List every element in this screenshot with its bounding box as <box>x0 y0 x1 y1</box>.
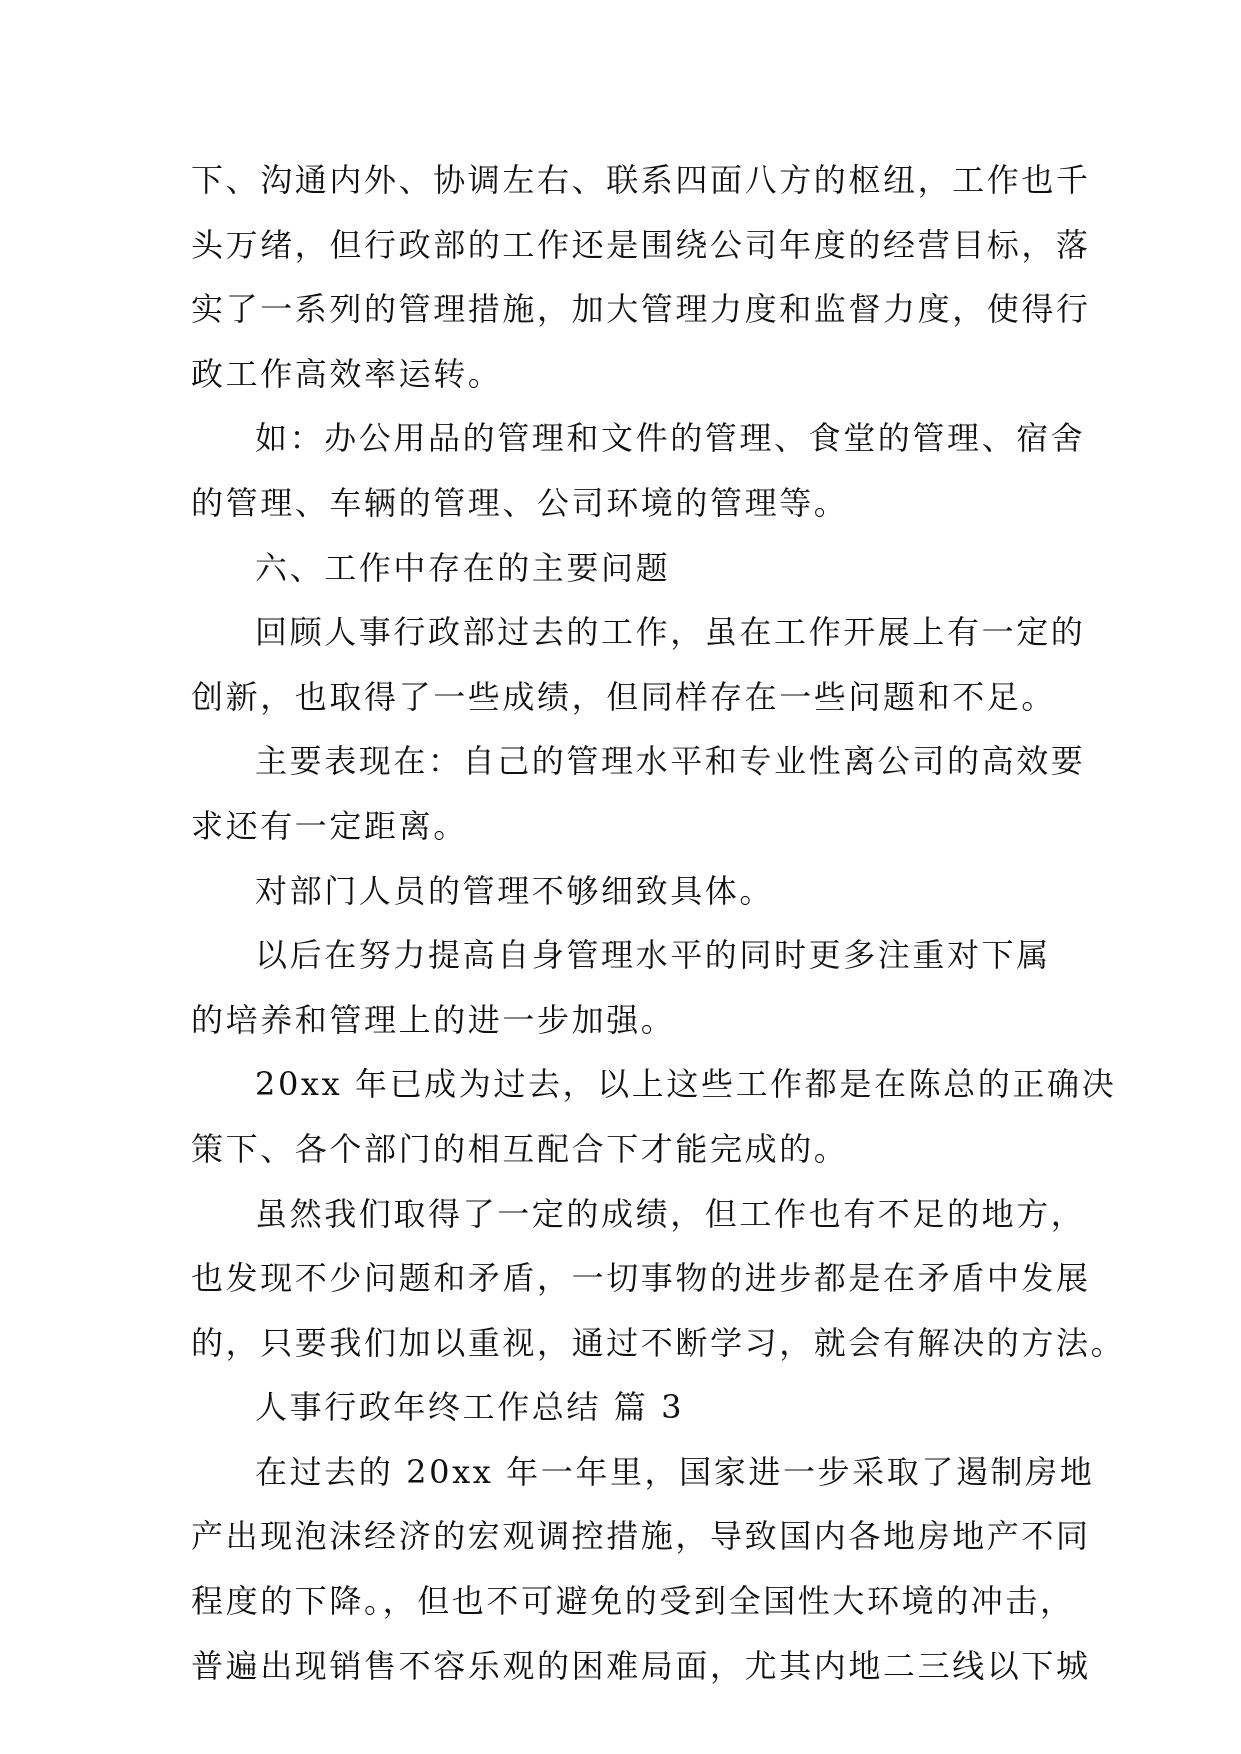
text-line: 下、沟通内外、协调左右、联系四面八方的枢纽，工作也千 <box>191 161 1091 199</box>
text-line: 实了一系列的管理措施，加大管理力度和监督力度，使得行 <box>191 290 1091 329</box>
text-line: 以后在努力提高自身管理水平的同时更多注重对下属 <box>255 936 1051 975</box>
text-line: 20xx 年已成为过去，以上这些工作都是在陈总的正确决 <box>255 1065 1117 1104</box>
text-line: 如：办公用品的管理和文件的管理、食堂的管理、宿舍 <box>255 419 1086 458</box>
text-line: 主要表现在：自己的管理水平和专业性离公司的高效要 <box>255 742 1086 781</box>
text-line: 求还有一定距离。 <box>191 806 468 845</box>
text-line: 在过去的 20xx 年一年里，国家进一步采取了遏制房地 <box>255 1452 1095 1491</box>
text-line: 的培养和管理上的进一步加强。 <box>191 1000 676 1039</box>
text-line: 对部门人员的管理不够细致具体。 <box>255 871 775 910</box>
text-line: 的管理、车辆的管理、公司环境的管理等。 <box>191 483 849 522</box>
text-line: 创新，也取得了一些成绩，但同样存在一些问题和不足。 <box>191 677 1057 716</box>
text-line: 头万绪，但行政部的工作还是围绕公司年度的经营目标，落 <box>191 225 1091 264</box>
text-line: 程度的下降。，但也不可避免的受到全国性大环境的冲击， <box>191 1582 1075 1621</box>
text-line: 虽然我们取得了一定的成绩，但工作也有不足的地方， <box>255 1194 1086 1233</box>
text-line: 政工作高效率运转。 <box>191 354 503 393</box>
document-body <box>191 158 1126 1708</box>
text-line: 六、工作中存在的主要问题 <box>255 548 671 587</box>
text-line: 的，只要我们加以重视，通过不断学习，就会有解决的方法。 <box>191 1323 1126 1362</box>
text-line: 策下、各个部门的相互配合下才能完成的。 <box>191 1129 849 1168</box>
text-line: 产出现泡沫经济的宏观调控措施，导致国内各地房地产不同 <box>191 1517 1091 1556</box>
text-line: 回顾人事行政部过去的工作，虽在工作开展上有一定的 <box>255 613 1086 652</box>
text-line: 也发现不少问题和矛盾，一切事物的进步都是在矛盾中发展 <box>191 1259 1091 1298</box>
text-line: 人事行政年终工作总结 篇 3 <box>255 1388 685 1427</box>
text-line: 普遍出现销售不容乐观的困难局面，尤其内地二三线以下城 <box>191 1646 1091 1685</box>
